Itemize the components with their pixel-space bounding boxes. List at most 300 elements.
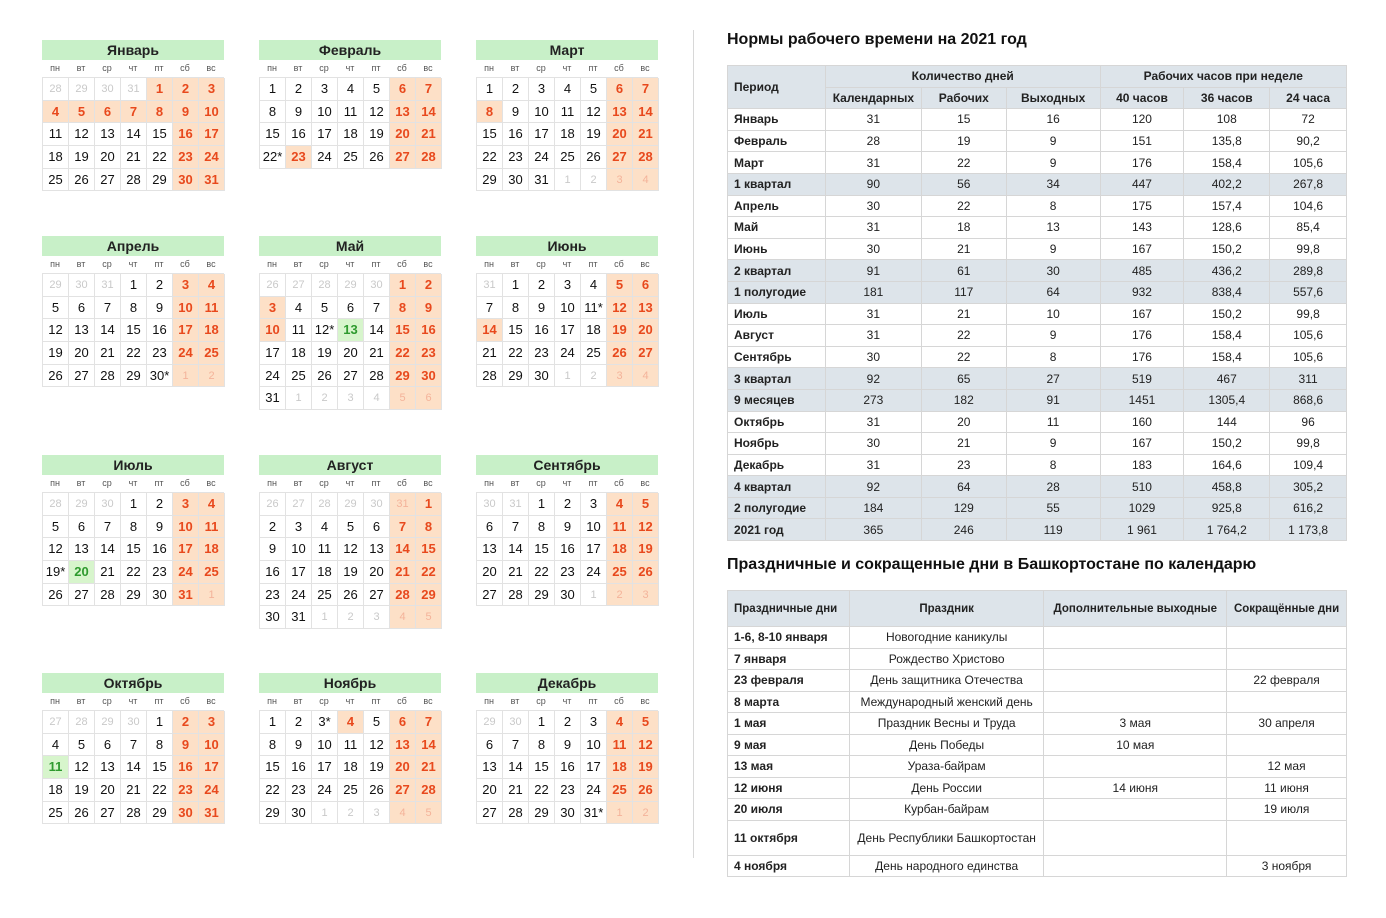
day-cell: 20 — [69, 342, 95, 365]
month-calendar — [259, 673, 441, 824]
day-cell: 24 — [199, 146, 225, 169]
norms-row — [728, 411, 1347, 433]
weekday-row — [259, 475, 441, 492]
norms-cell: 150,2 — [1184, 303, 1270, 325]
weekday-label: ср — [536, 259, 546, 269]
norms-cell: 164,6 — [1184, 454, 1270, 476]
month-title: Июнь — [476, 236, 658, 256]
norms-cell: 175 — [1100, 195, 1184, 217]
day-cell: 8 — [147, 734, 173, 757]
norms-row — [728, 368, 1347, 390]
month-calendar — [476, 673, 658, 824]
day-cell: 19 — [69, 779, 95, 802]
norms-cell: 616,2 — [1270, 497, 1347, 519]
holiday-cell — [1044, 756, 1227, 778]
norms-cell: 9 — [1006, 152, 1100, 174]
day-cell: 12 — [364, 101, 390, 124]
day-cell: 25 — [286, 365, 312, 388]
day-cell: 25 — [199, 342, 225, 365]
weekday-label: вс — [640, 696, 650, 706]
norms-row — [728, 346, 1347, 368]
day-cell: 7 — [477, 297, 503, 320]
weekday-row — [259, 693, 441, 710]
norms-cell: 30 — [825, 238, 921, 260]
day-cell: 6 — [69, 516, 95, 539]
day-cell: 1 — [581, 584, 607, 607]
day-cell: 23 — [147, 561, 173, 584]
month-title: Август — [259, 455, 441, 475]
day-cell: 1 — [312, 802, 338, 825]
norms-cell: 519 — [1100, 368, 1184, 390]
th-work: Рабочих — [921, 87, 1006, 109]
norms-row — [728, 109, 1347, 131]
norms-cell: 176 — [1100, 325, 1184, 347]
holiday-row — [728, 756, 1347, 778]
day-cell: 27 — [607, 146, 633, 169]
day-cell: 14 — [503, 538, 529, 561]
day-cell: 30 — [260, 606, 286, 629]
day-cell: 13 — [95, 123, 121, 146]
norms-cell: 2021 год — [728, 519, 826, 541]
day-cell: 5 — [607, 274, 633, 297]
weekday-label: сб — [614, 259, 624, 269]
day-cell: 26 — [69, 802, 95, 825]
norms-cell: 167 — [1100, 433, 1184, 455]
norms-cell: 99,8 — [1270, 303, 1347, 325]
norms-cell: 158,4 — [1184, 325, 1270, 347]
day-cell: 3 — [199, 711, 225, 734]
day-cell: 4 — [633, 169, 659, 192]
day-grid — [259, 77, 441, 169]
day-cell: 14 — [121, 756, 147, 779]
weekday-label: пт — [371, 478, 381, 488]
day-cell: 28 — [364, 365, 390, 388]
day-cell: 27 — [477, 802, 503, 825]
norms-row — [728, 433, 1347, 455]
day-cell: 22 — [121, 342, 147, 365]
holiday-cell: День Республики Башкортостан — [849, 820, 1044, 855]
day-cell: 30 — [364, 493, 390, 516]
norms-row — [728, 476, 1347, 498]
norms-cell: 128,6 — [1184, 217, 1270, 239]
day-cell: 9 — [286, 734, 312, 757]
weekday-label: пн — [267, 696, 277, 706]
day-cell: 11 — [286, 319, 312, 342]
day-cell: 28 — [477, 365, 503, 388]
day-cell: 30 — [95, 78, 121, 101]
month-title: Май — [259, 236, 441, 256]
day-cell: 31 — [390, 493, 416, 516]
day-cell: 18 — [338, 123, 364, 146]
day-cell: 17 — [555, 319, 581, 342]
month-title: Октябрь — [42, 673, 224, 693]
norms-cell: 105,6 — [1270, 346, 1347, 368]
weekday-label: ср — [102, 478, 112, 488]
weekday-label: чт — [128, 63, 138, 73]
weekday-row — [476, 60, 658, 77]
day-cell: 27 — [43, 711, 69, 734]
day-cell: 16 — [173, 123, 199, 146]
norms-title: Нормы рабочего времени на 2021 год — [727, 31, 1027, 48]
weekday-label: сб — [180, 259, 190, 269]
norms-cell: 10 — [1006, 303, 1100, 325]
day-cell: 13 — [607, 101, 633, 124]
month-calendar — [476, 40, 658, 191]
day-cell: 3 — [364, 802, 390, 825]
day-cell: 1 — [607, 802, 633, 825]
holiday-row — [728, 734, 1347, 756]
day-cell: 10 — [581, 734, 607, 757]
day-cell: 12 — [633, 734, 659, 757]
day-cell: 7 — [95, 516, 121, 539]
weekday-label: вт — [510, 478, 520, 488]
th-off: Выходных — [1006, 87, 1100, 109]
day-cell: 4 — [199, 274, 225, 297]
day-cell: 13 — [390, 734, 416, 757]
th-24: 24 часа — [1270, 87, 1347, 109]
norms-row — [728, 303, 1347, 325]
month-calendar — [259, 40, 441, 169]
weekday-label: чт — [562, 259, 572, 269]
day-cell: 28 — [43, 78, 69, 101]
norms-cell: 1029 — [1100, 497, 1184, 519]
norms-cell: 13 — [1006, 217, 1100, 239]
weekday-label: вс — [423, 63, 433, 73]
day-cell: 15 — [260, 123, 286, 146]
day-cell: 8 — [416, 516, 442, 539]
day-cell: 11 — [338, 734, 364, 757]
holiday-cell — [1044, 627, 1227, 649]
day-cell: 19 — [633, 538, 659, 561]
holidays-table — [727, 590, 1347, 877]
day-cell: 10 — [286, 538, 312, 561]
day-cell: 20 — [390, 756, 416, 779]
day-cell: 8 — [121, 297, 147, 320]
day-cell: 20 — [95, 146, 121, 169]
day-cell: 2 — [147, 274, 173, 297]
norms-row — [728, 238, 1347, 260]
day-grid — [476, 273, 658, 387]
weekday-label: вс — [423, 478, 433, 488]
day-cell: 11 — [199, 297, 225, 320]
day-cell: 31* — [581, 802, 607, 825]
day-cell: 16 — [416, 319, 442, 342]
day-cell: 20 — [69, 561, 95, 584]
weekday-label: пн — [484, 478, 494, 488]
day-cell: 28 — [121, 802, 147, 825]
day-cell: 26 — [607, 342, 633, 365]
day-cell: 28 — [390, 584, 416, 607]
day-cell: 30 — [477, 493, 503, 516]
day-cell: 26 — [338, 584, 364, 607]
day-cell: 31 — [286, 606, 312, 629]
norms-cell: 1 961 — [1100, 519, 1184, 541]
norms-cell: 120 — [1100, 109, 1184, 131]
weekday-label: сб — [180, 696, 190, 706]
day-cell: 11 — [555, 101, 581, 124]
day-cell: 5 — [390, 387, 416, 410]
norms-cell: 181 — [825, 281, 921, 303]
day-cell: 20 — [338, 342, 364, 365]
day-cell: 3 — [529, 78, 555, 101]
day-cell: 3 — [286, 516, 312, 539]
day-cell: 18 — [312, 561, 338, 584]
day-cell: 3 — [607, 169, 633, 192]
day-cell: 21 — [95, 342, 121, 365]
holiday-cell — [1227, 648, 1347, 670]
day-cell: 11 — [199, 516, 225, 539]
norms-cell: Октябрь — [728, 411, 826, 433]
norms-cell: 99,8 — [1270, 433, 1347, 455]
day-cell: 2 — [555, 493, 581, 516]
weekday-label: пн — [484, 696, 494, 706]
weekday-label: чт — [562, 696, 572, 706]
weekday-label: вт — [510, 63, 520, 73]
day-cell: 29 — [477, 169, 503, 192]
norms-cell: 184 — [825, 497, 921, 519]
weekday-label: ср — [319, 696, 329, 706]
day-cell: 29 — [260, 802, 286, 825]
holiday-row — [728, 691, 1347, 713]
day-cell: 18 — [581, 319, 607, 342]
day-cell: 8 — [477, 101, 503, 124]
norms-cell: 182 — [921, 389, 1006, 411]
day-cell: 9 — [147, 297, 173, 320]
day-cell: 16 — [555, 538, 581, 561]
weekday-label: пт — [588, 259, 598, 269]
day-cell: 12 — [607, 297, 633, 320]
day-cell: 8 — [147, 101, 173, 124]
day-cell: 9 — [555, 734, 581, 757]
norms-cell: 31 — [825, 454, 921, 476]
norms-cell: 19 — [921, 130, 1006, 152]
holiday-row — [728, 799, 1347, 821]
weekday-label: чт — [345, 478, 355, 488]
holiday-cell — [1044, 820, 1227, 855]
day-cell: 30 — [69, 274, 95, 297]
day-cell: 12 — [633, 516, 659, 539]
day-grid — [42, 77, 224, 191]
day-cell: 27 — [286, 274, 312, 297]
day-cell: 17 — [199, 123, 225, 146]
day-cell: 17 — [260, 342, 286, 365]
day-cell: 8 — [503, 297, 529, 320]
holiday-cell: 13 мая — [728, 756, 850, 778]
day-cell: 2 — [173, 711, 199, 734]
norms-cell: 91 — [825, 260, 921, 282]
day-cell: 1 — [199, 584, 225, 607]
day-cell: 4 — [338, 711, 364, 734]
norms-cell: 9 — [1006, 238, 1100, 260]
holiday-row — [728, 627, 1347, 649]
day-cell: 2 — [633, 802, 659, 825]
day-cell: 24 — [173, 342, 199, 365]
weekday-label: сб — [614, 478, 624, 488]
th-hol-short: Сокращённые дни — [1227, 591, 1347, 627]
holiday-cell: День народного единства — [849, 855, 1044, 877]
day-cell: 30 — [503, 169, 529, 192]
day-cell: 18 — [199, 538, 225, 561]
day-cell: 10 — [581, 516, 607, 539]
day-cell: 1 — [555, 365, 581, 388]
weekday-label: чт — [562, 478, 572, 488]
holiday-cell — [1227, 627, 1347, 649]
day-cell: 3* — [312, 711, 338, 734]
day-cell: 1 — [312, 606, 338, 629]
day-cell: 26 — [260, 274, 286, 297]
norms-cell: 92 — [825, 368, 921, 390]
weekday-label: вт — [76, 696, 86, 706]
day-cell: 10 — [312, 101, 338, 124]
norms-cell: Август — [728, 325, 826, 347]
day-cell: 5 — [416, 606, 442, 629]
holiday-cell — [1044, 670, 1227, 692]
day-cell: 25 — [581, 342, 607, 365]
day-grid — [476, 710, 658, 824]
day-cell: 4 — [633, 365, 659, 388]
norms-cell: 485 — [1100, 260, 1184, 282]
day-cell: 7 — [121, 734, 147, 757]
norms-cell: 151 — [1100, 130, 1184, 152]
month-title: Март — [476, 40, 658, 60]
norms-cell: 20 — [921, 411, 1006, 433]
day-cell: 14 — [95, 319, 121, 342]
norms-cell: 119 — [1006, 519, 1100, 541]
weekday-label: вт — [293, 63, 303, 73]
weekday-label: ср — [536, 478, 546, 488]
holiday-cell: Курбан-байрам — [849, 799, 1044, 821]
norms-cell: 22 — [921, 152, 1006, 174]
day-cell: 6 — [69, 297, 95, 320]
day-cell: 31 — [260, 387, 286, 410]
holiday-cell: 19 июля — [1227, 799, 1347, 821]
day-cell: 4 — [364, 387, 390, 410]
day-cell: 10 — [260, 319, 286, 342]
weekday-label: пн — [267, 63, 277, 73]
th-36: 36 часов — [1184, 87, 1270, 109]
day-cell: 28 — [633, 146, 659, 169]
day-cell: 23 — [529, 342, 555, 365]
holiday-cell — [1044, 855, 1227, 877]
holiday-cell: 4 ноября — [728, 855, 850, 877]
day-cell: 30 — [147, 584, 173, 607]
day-cell: 1 — [147, 78, 173, 101]
day-cell: 23 — [286, 779, 312, 802]
day-cell: 26 — [633, 561, 659, 584]
day-cell: 12 — [581, 101, 607, 124]
holiday-cell: День Победы — [849, 734, 1044, 756]
day-cell: 20 — [477, 779, 503, 802]
day-cell: 1 — [390, 274, 416, 297]
norms-cell: 85,4 — [1270, 217, 1347, 239]
day-cell: 8 — [260, 734, 286, 757]
day-cell: 29 — [529, 802, 555, 825]
day-cell: 5 — [43, 297, 69, 320]
norms-cell: 365 — [825, 519, 921, 541]
day-cell: 30 — [121, 711, 147, 734]
month-calendar — [476, 455, 658, 606]
norms-cell: 21 — [921, 433, 1006, 455]
day-cell: 13 — [390, 101, 416, 124]
weekday-label: пн — [50, 696, 60, 706]
day-cell: 20 — [364, 561, 390, 584]
norms-cell: 117 — [921, 281, 1006, 303]
month-calendar — [42, 673, 224, 824]
weekday-label: пт — [371, 259, 381, 269]
weekday-label: вс — [206, 696, 216, 706]
day-cell: 9 — [286, 101, 312, 124]
norms-cell: 31 — [825, 325, 921, 347]
norms-cell: 92 — [825, 476, 921, 498]
holiday-row — [728, 777, 1347, 799]
day-cell: 5 — [633, 711, 659, 734]
norms-cell: 144 — [1184, 411, 1270, 433]
weekday-label: пн — [484, 63, 494, 73]
day-cell: 28 — [95, 365, 121, 388]
day-cell: 3 — [260, 297, 286, 320]
holiday-cell: 1 мая — [728, 713, 850, 735]
day-cell: 19 — [364, 123, 390, 146]
norms-row — [728, 325, 1347, 347]
weekday-label: пт — [588, 63, 598, 73]
day-cell: 24 — [286, 584, 312, 607]
day-cell: 29 — [147, 169, 173, 192]
weekday-label: пн — [267, 478, 277, 488]
day-cell: 27 — [477, 584, 503, 607]
norms-cell: 1 квартал — [728, 173, 826, 195]
day-cell: 10 — [555, 297, 581, 320]
day-cell: 24 — [529, 146, 555, 169]
day-cell: 11* — [581, 297, 607, 320]
day-cell: 18 — [43, 779, 69, 802]
norms-cell: 34 — [1006, 173, 1100, 195]
weekday-label: вс — [640, 259, 650, 269]
norms-cell: 72 — [1270, 109, 1347, 131]
norms-cell: 402,2 — [1184, 173, 1270, 195]
day-cell: 21 — [477, 342, 503, 365]
day-cell: 28 — [503, 802, 529, 825]
holiday-row — [728, 648, 1347, 670]
day-cell: 9 — [260, 538, 286, 561]
norms-cell: 2 полугодие — [728, 497, 826, 519]
holiday-cell: 22 февраля — [1227, 670, 1347, 692]
norms-cell: 104,6 — [1270, 195, 1347, 217]
weekday-label: сб — [180, 478, 190, 488]
weekday-label: чт — [345, 696, 355, 706]
day-cell: 23 — [286, 146, 312, 169]
th-calendar: Календарных — [825, 87, 921, 109]
day-cell: 19 — [633, 756, 659, 779]
weekday-label: пн — [267, 259, 277, 269]
month-calendar — [42, 40, 224, 191]
weekday-label: чт — [128, 259, 138, 269]
day-cell: 21 — [633, 123, 659, 146]
day-cell: 23 — [555, 561, 581, 584]
day-cell: 31 — [199, 802, 225, 825]
weekday-label: вт — [293, 478, 303, 488]
norms-cell: Январь — [728, 109, 826, 131]
weekday-label: ср — [102, 63, 112, 73]
day-cell: 29 — [416, 584, 442, 607]
day-cell: 21 — [503, 561, 529, 584]
norms-cell: 167 — [1100, 238, 1184, 260]
norms-cell: 91 — [1006, 389, 1100, 411]
day-cell: 31 — [529, 169, 555, 192]
holiday-cell: 11 октября — [728, 820, 850, 855]
day-cell: 9 — [503, 101, 529, 124]
weekday-label: пн — [50, 63, 60, 73]
day-cell: 29 — [121, 584, 147, 607]
